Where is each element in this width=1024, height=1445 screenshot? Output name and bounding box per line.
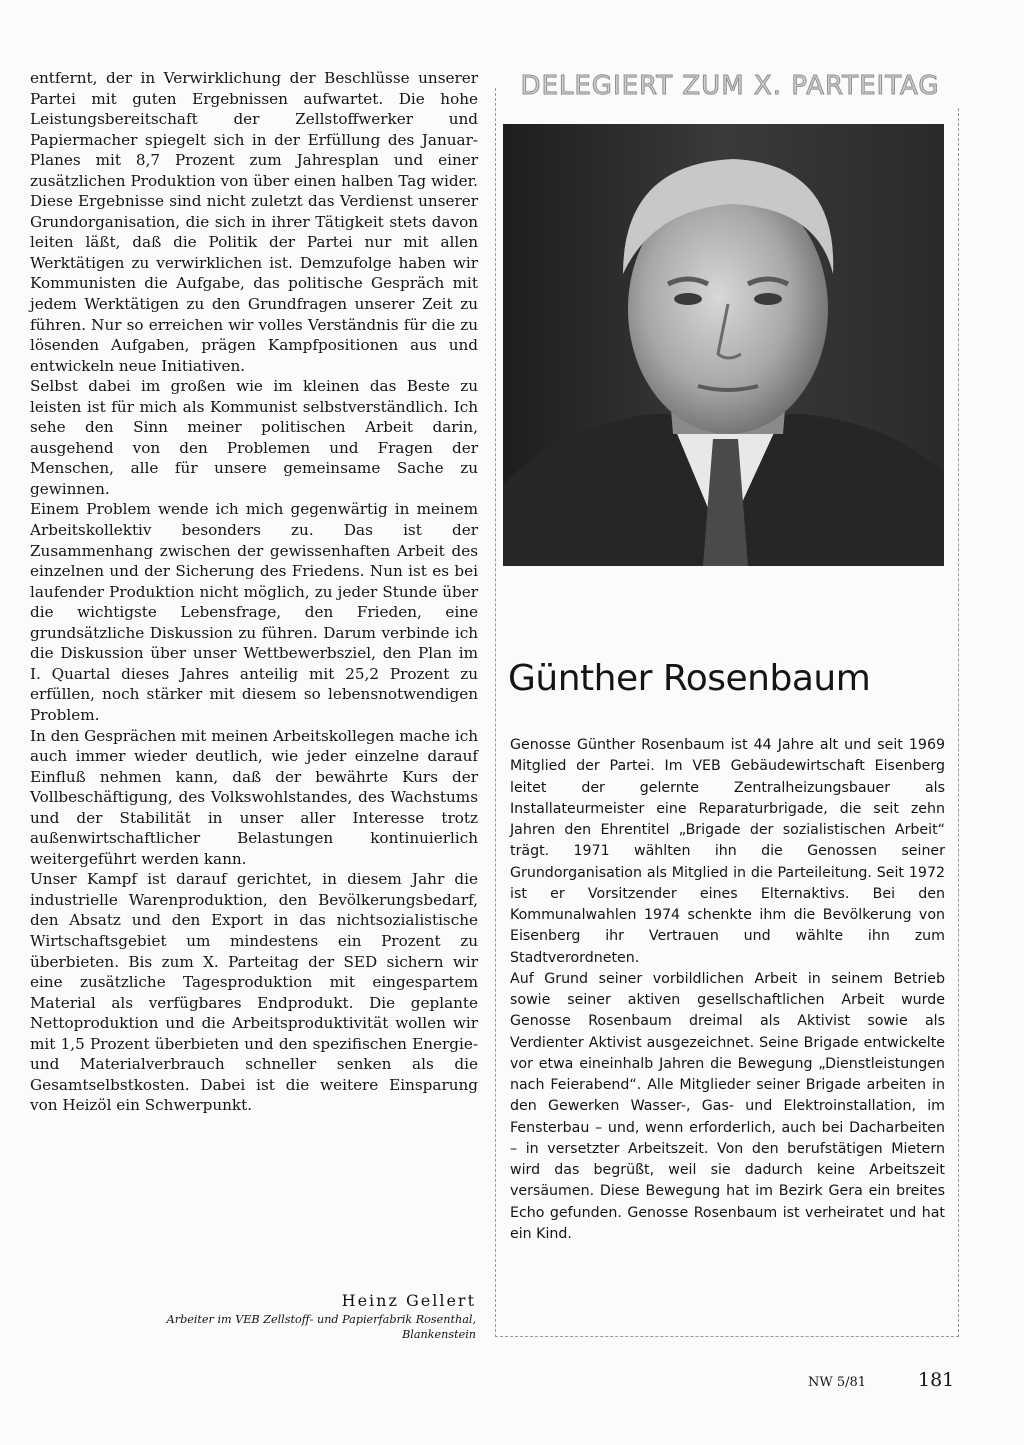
article-paragraph: entfernt, der in Verwirklichung der Beschlüsse unserer Partei mit guten Ergebnissen aufwartet. Die hohe Leistungsbereitschaft der Zellstoffwerker und Papiermacher spiegelt sich in der Erfüllung des Januar-Planes mit 8,7 Prozent zum Jahresplan und einer zusätzlichen Produktion von über einen halben Tag wider. Diese Ergebnisse sind nicht zuletzt das Verdienst unserer Grundorganisation, die sich in ihrer Tätigkeit stets davon leiten läßt, daß die Politik der Partei nur mit allen Werktätigen zu verwirklichen ist. Demzufolge haben wir Kommunisten die Aufgabe, das politische Gespräch mit jedem Werktätigen zu den Grundfragen unserer Zeit zu führen. Nur so erreichen wir volles Verständnis für die zu lösenden Aufgaben, prägen Kampfpositionen aus und entwickeln neue Initiativen.	[30, 69, 478, 375]
bio-paragraph: Genosse Günther Rosenbaum ist 44 Jahre alt und seit 1969 Mitglied der Partei. Im VEB Gebäudewirtschaft Eisenberg leitet der gelernte Zentralheizungsbauer als Installateurmeister eine Reparaturbrigade, die seit zehn Jahren den Ehrentitel „Brigade der sozialistischen Arbeit“ trägt. 1971 wählten ihn die Genossen seiner Grundorganisation als Mitglied in die Parteileitung. Seit 1972 ist er Vorsitzender eines Elternaktivs. Bei den Kommunalwahlen 1974 schenkte ihm die Bevölkerung von Eisenberg ihr Vertrauen und wählte ihn zum Stadtverordneten.	[510, 737, 945, 966]
article-paragraph: Einem Problem wende ich mich gegenwärtig in meinem Arbeitskollektiv besonders zu. Das ist der Zusammenhang zwischen der gewissenhaften Arbeit des einzelnen und der Sicherung des Friedens. Nun ist es bei laufender Produktion nicht möglich, zu jeder Stunde über die wichtigste Lebensfrage, den Frieden, eine grundsätzliche Diskussion zu führen. Darum verbinde ich die Diskussion über unser Wettbewerbsziel, den Plan im I. Quartal dieses Jahres anteilig mit 25,2 Prozent zu erfüllen, noch stärker mit diesem so lebensnotwendigen Problem.	[30, 500, 478, 724]
article-paragraph: Unser Kampf ist darauf gerichtet, in diesem Jahr die industrielle Warenproduktion, den Bevölkerungsbedarf, den Absatz und den Export in das nichtsozialistische Wirtschaftsgebiet um mindestens ein Prozent zu überbieten. Bis zum X. Parteitag der SED sichern wir eine zusätzliche Tagesproduktion mit eingespartem Material als verfügbares Endprodukt. Die geplante Nettoproduktion und die Arbeitsproduktivität wollen wir mit 1,5 Prozent überbieten und den spezifischen Energie- und Materialverbrauch schneller senken als die Gesamtselbstkosten. Dabei ist die weitere Einsparung von Heizöl ein Schwerpunkt.	[30, 870, 478, 1115]
author-location: Blankenstein	[402, 1328, 476, 1341]
bio-paragraph: Auf Grund seiner vorbildlichen Arbeit in seinem Betrieb sowie seiner aktiven gesellschaftlichen Arbeit wurde Genosse Rosenbaum dreimal als Aktivist sowie als Verdienter Aktivist ausgezeichnet. Seine Brigade entwickelte vor etwa eineinhalb Jahren die Bewegung „Dienstleistungen nach Feierabend“. Alle Mitglieder seiner Brigade arbeiten in den Gewerken Wasser-, Gas- und Elektroinstallation, im Fensterbau – und, wenn erforderlich, auch bei Dacharbeiten – in versetzter Arbeitszeit. Von den berufstätigen Mietern wird das begrüßt, weil sie dadurch keine Arbeitszeit versäumen. Diese Bewegung hat im Bezirk Gera ein breites Echo gefunden. Genosse Rosenbaum ist verheiratet und hat ein Kind.	[510, 970, 945, 1242]
article-signature	[30, 1290, 476, 1342]
article-paragraph: In den Gesprächen mit meinen Arbeitskollegen mache ich auch immer wieder deutlich, wie jeder einzelne darauf Einfluß nehmen kann, daß der bewährte Kurs der Vollbeschäftigung, des Volkswohlstandes, des Wachstums und der Stabilität in unser aller Interesse trotz außenwirtschaftlicher Belastungen kontinuierlich weitergeführt werden kann.	[30, 726, 478, 868]
author-name: Heinz Gellert	[341, 1291, 476, 1310]
issue-label: NW 5/81	[808, 1375, 867, 1390]
page-number: 181	[918, 1369, 955, 1391]
sidebar-banner: DELEGIERT ZUM X. PARTEITAG	[500, 66, 960, 106]
sidebar-heading: Günther Rosenbaum	[508, 658, 871, 699]
article-paragraph: Selbst dabei im großen wie im kleinen das Beste zu leisten ist für mich als Kommunist selbstverständlich. Ich sehe den Sinn meiner politischen Arbeit darin, ausgehend von den Problemen und Fragen der Menschen, alle für unsere gemeinsame Sache zu gewinnen.	[30, 377, 478, 498]
author-affiliation: Arbeiter im VEB Zellstoff- und Papierfabrik Rosenthal,	[166, 1313, 476, 1326]
article-body	[30, 68, 478, 1116]
portrait-photo	[503, 124, 944, 566]
sidebar-bio	[510, 735, 945, 1245]
